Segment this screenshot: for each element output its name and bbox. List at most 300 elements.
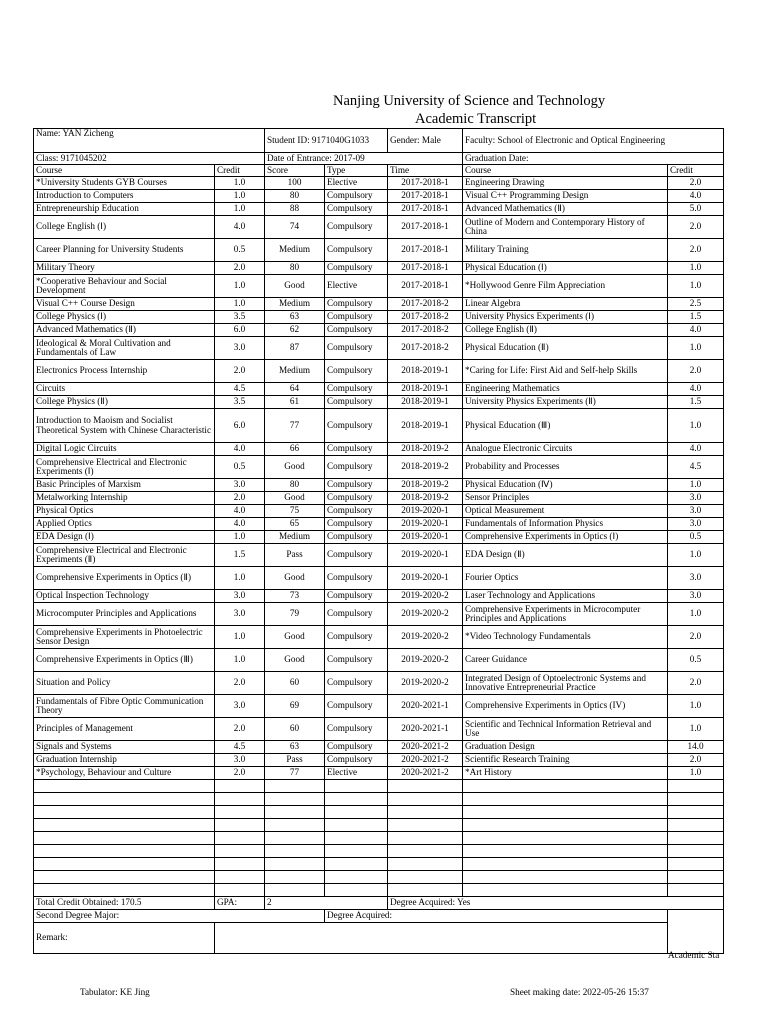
- course-name-2: Outline of Modern and Contemporary History of China: [463, 216, 668, 239]
- course-time: 2017-2018-1: [388, 203, 463, 216]
- empty-cell: [34, 845, 215, 858]
- empty-cell: [215, 845, 265, 858]
- course-name: Comprehensive Experiments in Photoelectric Sensor Design: [34, 626, 215, 649]
- student-name: Name: YAN Zicheng: [34, 129, 265, 153]
- course-credit: 1.0: [215, 626, 265, 649]
- course-name-2: Physical Education (Ⅰ): [463, 262, 668, 275]
- course-name: Signals and Systems: [34, 741, 215, 754]
- table-row: [34, 590, 724, 603]
- course-name: Comprehensive Experiments in Optics (Ⅲ): [34, 649, 215, 672]
- col-time: Time: [388, 165, 463, 177]
- course-name-2: Engineering Mathematics: [463, 383, 668, 396]
- course-credit-2: 1.0: [668, 479, 724, 492]
- course-type: Compulsory: [325, 311, 388, 324]
- course-score: Pass: [265, 754, 325, 767]
- course-name-2: Graduation Design: [463, 741, 668, 754]
- course-time: 2019-2020-1: [388, 531, 463, 544]
- course-type: Compulsory: [325, 754, 388, 767]
- course-name: College English (Ⅰ): [34, 216, 215, 239]
- course-score: Good: [265, 626, 325, 649]
- course-name-2: Advanced Mathematics (Ⅱ): [463, 203, 668, 216]
- table-row: [34, 718, 724, 741]
- course-credit-2: 2.0: [668, 754, 724, 767]
- course-name: Physical Optics: [34, 505, 215, 518]
- course-credit: 1.0: [215, 203, 265, 216]
- course-name-2: Comprehensive Experiments in Optics (IV): [463, 695, 668, 718]
- course-credit: 3.0: [215, 695, 265, 718]
- course-score: 80: [265, 479, 325, 492]
- course-type: Compulsory: [325, 337, 388, 360]
- course-credit: 4.0: [215, 443, 265, 456]
- empty-cell: [668, 793, 724, 806]
- student-faculty: Faculty: School of Electronic and Optical Engineering: [463, 129, 724, 153]
- table-row: [34, 531, 724, 544]
- course-score: Medium: [265, 298, 325, 311]
- student-gender: Gender: Male: [388, 129, 463, 153]
- empty-cell: [388, 780, 463, 793]
- course-name: Entrepreneurship Education: [34, 203, 215, 216]
- course-name-2: Integrated Design of Optoelectronic Systems and Innovative Entrepreneurial Practice: [463, 672, 668, 695]
- table-row: [34, 190, 724, 203]
- column-header-row: [34, 165, 724, 177]
- empty-row: [34, 819, 724, 832]
- course-score: 77: [265, 767, 325, 780]
- empty-cell: [215, 884, 265, 897]
- course-name: Optical Inspection Technology: [34, 590, 215, 603]
- col-course-2: Course: [463, 165, 668, 177]
- course-score: 69: [265, 695, 325, 718]
- course-credit: 3.0: [215, 603, 265, 626]
- student-id: Student ID: 9171040G1033: [265, 129, 388, 153]
- course-time: 2018-2019-2: [388, 443, 463, 456]
- empty-cell: [215, 858, 265, 871]
- course-credit: 3.5: [215, 311, 265, 324]
- table-row: [34, 337, 724, 360]
- course-credit: 3.0: [215, 479, 265, 492]
- empty-cell: [325, 845, 388, 858]
- course-time: 2018-2019-1: [388, 383, 463, 396]
- course-type: Compulsory: [325, 190, 388, 203]
- empty-cell: [388, 871, 463, 884]
- course-time: 2019-2020-1: [388, 505, 463, 518]
- second-degree-row: [34, 910, 724, 923]
- course-credit-2: 4.0: [668, 443, 724, 456]
- course-time: 2019-2020-2: [388, 603, 463, 626]
- course-score: 87: [265, 337, 325, 360]
- empty-row: [34, 793, 724, 806]
- course-credit: 1.5: [215, 544, 265, 567]
- table-row: [34, 479, 724, 492]
- course-type: Compulsory: [325, 216, 388, 239]
- empty-cell: [463, 819, 668, 832]
- course-credit-2: 3.0: [668, 567, 724, 590]
- course-score: 80: [265, 190, 325, 203]
- course-type: Compulsory: [325, 718, 388, 741]
- empty-cell: [215, 832, 265, 845]
- empty-cell: [463, 871, 668, 884]
- course-name: Ideological & Moral Cultivation and Fundamentals of Law: [34, 337, 215, 360]
- course-credit: 2.0: [215, 360, 265, 383]
- course-score: Medium: [265, 239, 325, 262]
- table-row: [34, 649, 724, 672]
- course-score: Good: [265, 275, 325, 298]
- course-name: Circuits: [34, 383, 215, 396]
- course-credit-2: 1.0: [668, 275, 724, 298]
- course-score: 60: [265, 718, 325, 741]
- course-score: Medium: [265, 360, 325, 383]
- empty-row: [34, 858, 724, 871]
- course-type: Compulsory: [325, 456, 388, 479]
- course-name: Introduction to Computers: [34, 190, 215, 203]
- course-time: 2017-2018-1: [388, 262, 463, 275]
- course-time: 2020-2021-2: [388, 741, 463, 754]
- course-name-2: Comprehensive Experiments in Optics (Ⅰ): [463, 531, 668, 544]
- course-name: Comprehensive Experiments in Optics (Ⅱ): [34, 567, 215, 590]
- remark-value: [215, 923, 668, 954]
- empty-cell: [34, 884, 215, 897]
- course-credit: 2.0: [215, 492, 265, 505]
- course-name: *Psychology, Behaviour and Culture: [34, 767, 215, 780]
- course-credit: 4.0: [215, 216, 265, 239]
- col-score: Score: [265, 165, 325, 177]
- course-time: 2018-2019-1: [388, 360, 463, 383]
- empty-cell: [668, 819, 724, 832]
- empty-cell: [668, 845, 724, 858]
- course-time: 2019-2020-1: [388, 567, 463, 590]
- gpa-value: 2: [265, 897, 388, 910]
- course-type: Compulsory: [325, 518, 388, 531]
- course-name-2: University Physics Experiments (Ⅰ): [463, 311, 668, 324]
- total-credit: Total Credit Obtained: 170.5: [34, 897, 215, 910]
- course-type: Compulsory: [325, 239, 388, 262]
- course-time: 2019-2020-2: [388, 649, 463, 672]
- empty-cell: [34, 819, 215, 832]
- document-title: Academic Transcript: [415, 111, 537, 127]
- course-name-2: Physical Education (Ⅱ): [463, 337, 668, 360]
- empty-cell: [34, 780, 215, 793]
- empty-cell: [463, 806, 668, 819]
- course-credit: 6.0: [215, 324, 265, 337]
- course-type: Compulsory: [325, 649, 388, 672]
- empty-cell: [215, 780, 265, 793]
- course-credit: 2.0: [215, 672, 265, 695]
- empty-row: [34, 806, 724, 819]
- course-time: 2019-2020-2: [388, 672, 463, 695]
- course-name-2: Career Guidance: [463, 649, 668, 672]
- course-name-2: Probability and Processes: [463, 456, 668, 479]
- empty-cell: [34, 806, 215, 819]
- course-credit-2: 4.0: [668, 383, 724, 396]
- course-credit-2: 2.5: [668, 298, 724, 311]
- course-name-2: Analogue Electronic Circuits: [463, 443, 668, 456]
- course-score: 61: [265, 396, 325, 409]
- course-credit: 3.5: [215, 396, 265, 409]
- course-name: Basic Principles of Marxism: [34, 479, 215, 492]
- course-type: Compulsory: [325, 603, 388, 626]
- table-row: [34, 216, 724, 239]
- table-row: [34, 311, 724, 324]
- col-course: Course: [34, 165, 215, 177]
- course-credit-2: 4.0: [668, 190, 724, 203]
- course-credit-2: 1.0: [668, 262, 724, 275]
- course-name: Comprehensive Electrical and Electronic Experiments (Ⅰ): [34, 456, 215, 479]
- course-type: Compulsory: [325, 396, 388, 409]
- remark-row: [34, 923, 724, 954]
- course-score: 100: [265, 177, 325, 190]
- course-score: 60: [265, 672, 325, 695]
- academic-stamp-cell: [668, 910, 724, 954]
- course-score: Good: [265, 567, 325, 590]
- course-time: 2017-2018-1: [388, 216, 463, 239]
- summary-row: [34, 897, 724, 910]
- empty-cell: [463, 884, 668, 897]
- course-time: 2017-2018-1: [388, 177, 463, 190]
- second-degree-acquired: Degree Acquired:: [325, 910, 668, 923]
- course-credit: 1.0: [215, 177, 265, 190]
- course-type: Compulsory: [325, 409, 388, 443]
- course-type: Compulsory: [325, 741, 388, 754]
- course-credit: 4.5: [215, 383, 265, 396]
- table-row: [34, 239, 724, 262]
- course-credit: 1.0: [215, 298, 265, 311]
- course-credit-2: 2.0: [668, 177, 724, 190]
- course-time: 2019-2020-2: [388, 590, 463, 603]
- empty-cell: [668, 806, 724, 819]
- course-credit: 3.0: [215, 337, 265, 360]
- empty-cell: [668, 884, 724, 897]
- course-credit: 1.0: [215, 531, 265, 544]
- course-name-2: Physical Education (Ⅳ): [463, 479, 668, 492]
- course-time: 2017-2018-1: [388, 275, 463, 298]
- course-type: Compulsory: [325, 492, 388, 505]
- course-time: 2017-2018-2: [388, 324, 463, 337]
- course-type: Compulsory: [325, 324, 388, 337]
- course-credit-2: 2.0: [668, 672, 724, 695]
- course-score: 80: [265, 262, 325, 275]
- course-type: Compulsory: [325, 567, 388, 590]
- academic-stamp-text: Academic Sta: [668, 950, 720, 960]
- course-time: 2017-2018-2: [388, 337, 463, 360]
- course-name-2: Linear Algebra: [463, 298, 668, 311]
- course-name-2: *Video Technology Fundamentals: [463, 626, 668, 649]
- course-credit-2: 1.0: [668, 544, 724, 567]
- table-row: [34, 409, 724, 443]
- empty-cell: [215, 871, 265, 884]
- table-row: [34, 298, 724, 311]
- course-type: Compulsory: [325, 531, 388, 544]
- course-name: Principles of Management: [34, 718, 215, 741]
- empty-cell: [463, 858, 668, 871]
- course-type: Compulsory: [325, 262, 388, 275]
- course-type: Compulsory: [325, 203, 388, 216]
- course-type: Compulsory: [325, 626, 388, 649]
- course-type: Compulsory: [325, 590, 388, 603]
- course-score: Good: [265, 456, 325, 479]
- course-name: Applied Optics: [34, 518, 215, 531]
- course-credit-2: 3.0: [668, 590, 724, 603]
- table-row: [34, 505, 724, 518]
- empty-cell: [34, 858, 215, 871]
- course-name: Career Planning for University Students: [34, 239, 215, 262]
- course-name: Advanced Mathematics (Ⅱ): [34, 324, 215, 337]
- course-credit: 2.0: [215, 718, 265, 741]
- course-credit: 3.0: [215, 754, 265, 767]
- course-credit-2: 1.0: [668, 603, 724, 626]
- empty-cell: [325, 884, 388, 897]
- empty-cell: [215, 819, 265, 832]
- table-row: [34, 672, 724, 695]
- course-name: College Physics (Ⅰ): [34, 311, 215, 324]
- table-row: [34, 695, 724, 718]
- empty-cell: [265, 793, 325, 806]
- course-credit-2: 3.0: [668, 505, 724, 518]
- course-credit-2: 2.0: [668, 360, 724, 383]
- table-row: [34, 518, 724, 531]
- course-time: 2018-2019-1: [388, 396, 463, 409]
- course-credit-2: 1.0: [668, 337, 724, 360]
- course-name-2: University Physics Experiments (Ⅱ): [463, 396, 668, 409]
- course-time: 2017-2018-1: [388, 239, 463, 262]
- course-score: 79: [265, 603, 325, 626]
- table-row: [34, 767, 724, 780]
- course-credit-2: 1.0: [668, 409, 724, 443]
- course-name-2: College English (Ⅱ): [463, 324, 668, 337]
- table-row: [34, 456, 724, 479]
- course-credit-2: 1.0: [668, 767, 724, 780]
- col-credit: Credit: [215, 165, 265, 177]
- empty-cell: [388, 884, 463, 897]
- course-name-2: Scientific Research Training: [463, 754, 668, 767]
- empty-cell: [265, 806, 325, 819]
- table-row: [34, 567, 724, 590]
- course-credit: 1.0: [215, 275, 265, 298]
- course-credit-2: 5.0: [668, 203, 724, 216]
- empty-cell: [215, 793, 265, 806]
- course-time: 2020-2021-2: [388, 767, 463, 780]
- empty-row: [34, 780, 724, 793]
- course-credit: 4.5: [215, 741, 265, 754]
- course-time: 2020-2021-1: [388, 695, 463, 718]
- course-type: Compulsory: [325, 383, 388, 396]
- course-credit-2: 0.5: [668, 531, 724, 544]
- empty-row: [34, 845, 724, 858]
- course-time: 2019-2020-2: [388, 626, 463, 649]
- course-score: Good: [265, 649, 325, 672]
- empty-row: [34, 884, 724, 897]
- course-type: Compulsory: [325, 695, 388, 718]
- course-type: Elective: [325, 767, 388, 780]
- course-time: 2019-2020-1: [388, 518, 463, 531]
- university-name: Nanjing University of Science and Technology: [333, 93, 606, 109]
- table-row: [34, 275, 724, 298]
- table-row: [34, 383, 724, 396]
- empty-cell: [265, 845, 325, 858]
- course-credit: 2.0: [215, 767, 265, 780]
- table-row: [34, 754, 724, 767]
- course-name-2: Laser Technology and Applications: [463, 590, 668, 603]
- course-credit: 4.0: [215, 518, 265, 531]
- course-credit: 3.0: [215, 590, 265, 603]
- course-type: Compulsory: [325, 360, 388, 383]
- course-credit-2: 1.5: [668, 396, 724, 409]
- table-row: [34, 203, 724, 216]
- course-score: 63: [265, 741, 325, 754]
- empty-cell: [34, 871, 215, 884]
- course-name-2: *Caring for Life: First Aid and Self-help Skills: [463, 360, 668, 383]
- summary-blank: [668, 897, 724, 910]
- empty-cell: [325, 832, 388, 845]
- course-credit-2: 0.5: [668, 649, 724, 672]
- empty-cell: [668, 832, 724, 845]
- course-name: *University Students GYB Courses: [34, 177, 215, 190]
- empty-cell: [325, 780, 388, 793]
- course-name-2: Scientific and Technical Information Retrieval and Use: [463, 718, 668, 741]
- course-credit: 1.0: [215, 190, 265, 203]
- course-score: 77: [265, 409, 325, 443]
- course-credit-2: 2.0: [668, 216, 724, 239]
- course-score: 62: [265, 324, 325, 337]
- course-credit-2: 14.0: [668, 741, 724, 754]
- table-row: [34, 544, 724, 567]
- course-name-2: Engineering Drawing: [463, 177, 668, 190]
- course-name-2: Optical Measurement: [463, 505, 668, 518]
- table-row: [34, 396, 724, 409]
- empty-cell: [265, 780, 325, 793]
- course-time: 2019-2020-1: [388, 544, 463, 567]
- course-time: 2018-2019-2: [388, 492, 463, 505]
- transcript-table: [33, 128, 724, 954]
- empty-cell: [325, 819, 388, 832]
- course-name: Fundamentals of Fibre Optic Communication Theory: [34, 695, 215, 718]
- course-type: Compulsory: [325, 672, 388, 695]
- course-time: 2018-2019-2: [388, 456, 463, 479]
- table-row: [34, 177, 724, 190]
- course-credit-2: 1.0: [668, 695, 724, 718]
- empty-cell: [463, 780, 668, 793]
- empty-cell: [325, 793, 388, 806]
- empty-cell: [668, 871, 724, 884]
- course-score: 64: [265, 383, 325, 396]
- sheet-making-date: Sheet making date: 2022-05-26 15:37: [510, 987, 649, 997]
- table-row: [34, 360, 724, 383]
- course-time: 2017-2018-1: [388, 190, 463, 203]
- course-time: 2018-2019-1: [388, 409, 463, 443]
- course-type: Compulsory: [325, 443, 388, 456]
- empty-cell: [668, 780, 724, 793]
- course-name: Situation and Policy: [34, 672, 215, 695]
- student-class: Class: 9171045202: [34, 153, 265, 165]
- course-credit-2: 3.0: [668, 518, 724, 531]
- course-name: College Physics (Ⅱ): [34, 396, 215, 409]
- course-credit-2: 4.0: [668, 324, 724, 337]
- course-name: EDA Design (Ⅰ): [34, 531, 215, 544]
- course-time: 2017-2018-2: [388, 298, 463, 311]
- course-credit-2: 1.0: [668, 718, 724, 741]
- empty-cell: [388, 845, 463, 858]
- course-name-2: Comprehensive Experiments in Microcomputer Principles and Applications: [463, 603, 668, 626]
- course-credit: 0.5: [215, 456, 265, 479]
- empty-cell: [668, 858, 724, 871]
- empty-cell: [388, 793, 463, 806]
- course-name-2: Fundamentals of Information Physics: [463, 518, 668, 531]
- entrance-date: Date of Entrance: 2017-09: [265, 153, 463, 165]
- course-type: Elective: [325, 275, 388, 298]
- course-time: 2020-2021-2: [388, 754, 463, 767]
- course-name: *Cooperative Behaviour and Social Development: [34, 275, 215, 298]
- empty-cell: [325, 806, 388, 819]
- course-name: Electronics Process Internship: [34, 360, 215, 383]
- course-score: 65: [265, 518, 325, 531]
